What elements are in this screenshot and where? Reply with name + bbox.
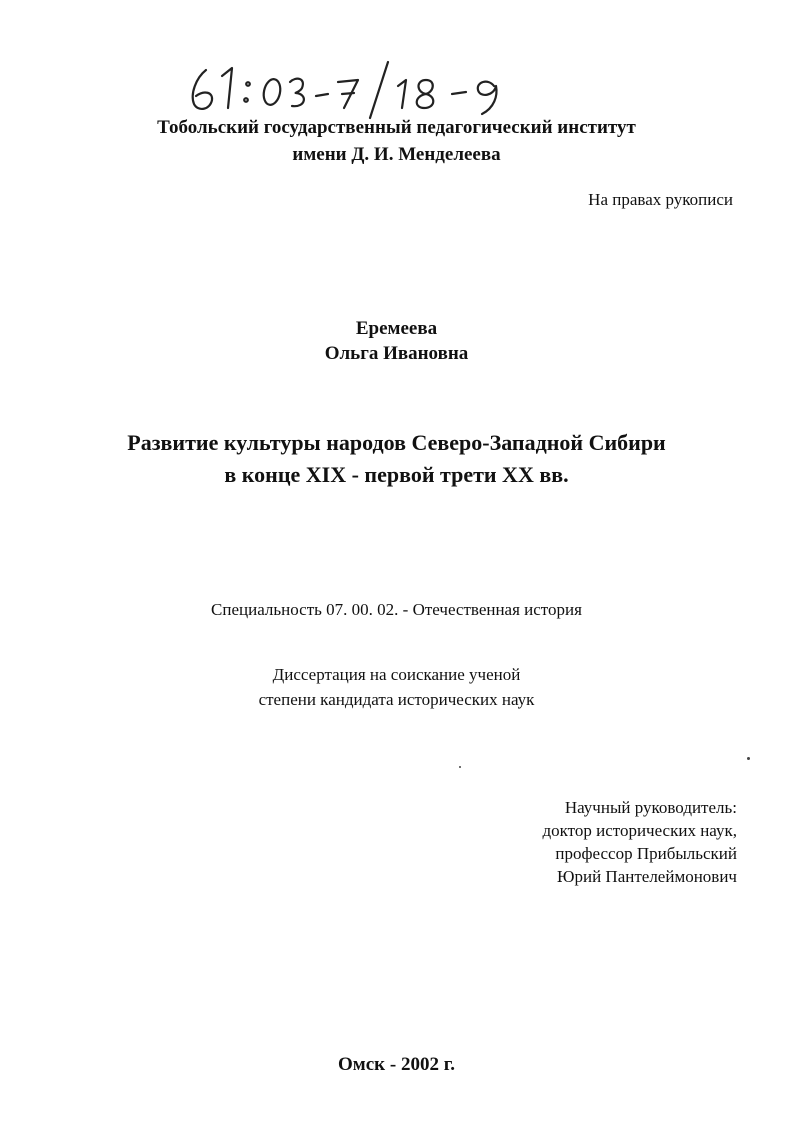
supervisor-label: Научный руководитель: [564, 798, 737, 817]
author-given-names: Ольга Ивановна [324, 343, 469, 364]
specialty: Специальность 07. 00. 02. - Отечественная история [211, 600, 582, 619]
institution-name-line2: имени Д. И. Менделеева [292, 144, 501, 165]
author-surname: Еремеева [355, 318, 438, 339]
supervisor-title-surname: профессор Прибыльский [555, 844, 737, 863]
scan-speck [459, 766, 461, 768]
scan-speck [747, 757, 750, 760]
supervisor-degree: доктор исторических наук, [542, 821, 737, 840]
handwritten-catalog-number-drawing [182, 58, 522, 120]
dissertation-degree-line2: степени кандидата исторических наук [258, 690, 535, 709]
handwritten-catalog-number [182, 58, 522, 120]
dissertation-degree-line1: Диссертация на соискание ученой [272, 665, 521, 684]
dissertation-title-line1: Развитие культуры народов Северо-Западной Сибири [127, 430, 666, 455]
supervisor-name: Юрий Пантелеймонович [557, 867, 737, 886]
institution-name-line1: Тобольский государственный педагогический институт [157, 117, 636, 138]
dissertation-title-line2: в конце XIX - первой трети XX вв. [224, 462, 569, 487]
manuscript-note: На правах рукописи [588, 190, 733, 209]
supervisor-block [542, 796, 737, 888]
place-and-year: Омск - 2002 г. [338, 1054, 455, 1075]
